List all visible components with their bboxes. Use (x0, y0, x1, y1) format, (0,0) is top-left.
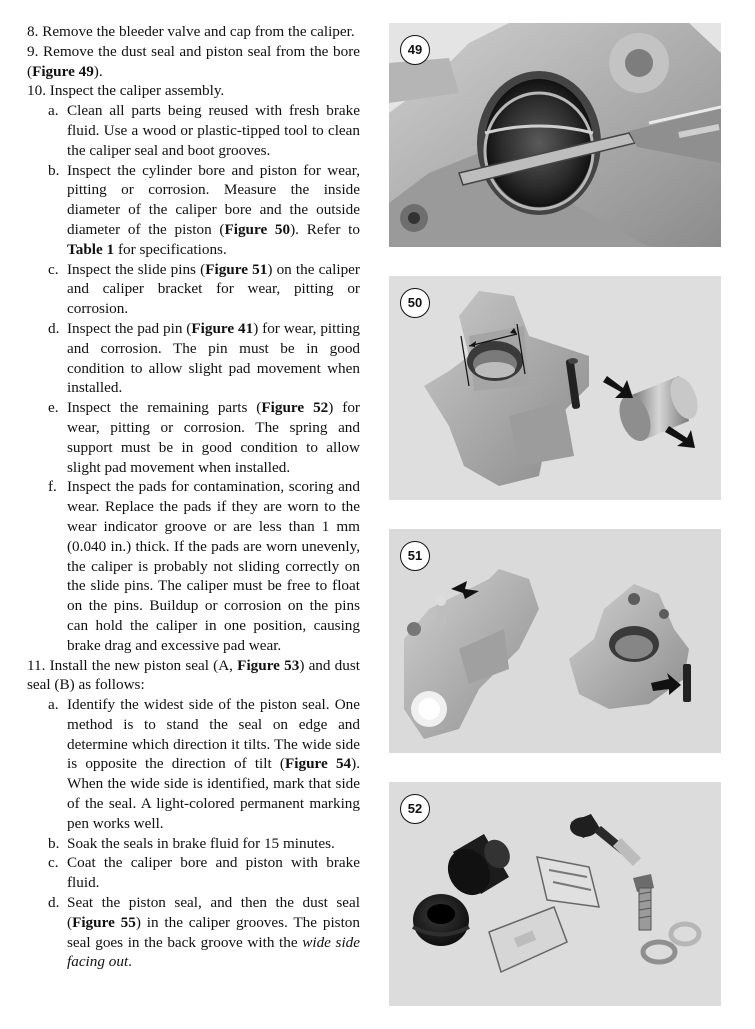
step-10b: b. Inspect the cylinder bore and piston for wear, pitting or corrosion. Measure the inside diameter of the caliper bore and the outside diameter of the piston (Figure 50). Refer to Table 1 for specifications. (48, 161, 360, 258)
figure-ref: Figure 41 (191, 319, 254, 337)
step-8: 8. Remove the bleeder valve and cap from the caliper. (27, 23, 355, 40)
figure-49-number: 49 (400, 35, 430, 65)
figure-ref: Figure 50 (224, 220, 291, 238)
step-10a: a. Clean all parts being reused with fresh brake fluid. Use a wood or plastic-tipped tool to clean the caliper seal and boot grooves. (48, 102, 360, 159)
step-10f: f. Inspect the pads for contamination, scoring and wear. Replace the pads if they are worn to the wear indicator groove or are less than 1 mm (0.040 in.) thick. If the pads are worn unevenly, the caliper is probably not sliding correctly on the slide pins. The caliper must be free to float on the pins. Buildup or corrosion on the pins can hold the caliper in one position, causing brake drag and excessive pad wear. (48, 478, 360, 654)
figure-51-number: 51 (400, 541, 430, 571)
figure-ref: Figure 51 (205, 260, 268, 278)
step-10: 10. Inspect the caliper assembly. (27, 82, 225, 100)
figure-52-photo (389, 782, 721, 1006)
step-10c: c. Inspect the slide pins (Figure 51) on the caliper and caliper bracket for wear, pitting or corrosion. (48, 260, 360, 318)
step-11a: a. Identify the widest side of the piston seal. One method is to stand the seal on edge and determine which direction it tilts. The wide side is opposite the direction of tilt (Figure 54). When the wide side is identified, mark that side of the seal. A light-colored permanent marking pen works well. (48, 696, 361, 832)
figure-ref: Figure 54 (285, 755, 352, 773)
figure-ref: Figure 55 (72, 913, 136, 931)
figure-49-photo (389, 23, 721, 247)
figure-52-number: 52 (400, 794, 430, 824)
step-10e: e. Inspect the remaining parts (Figure 52) for wear, pitting or corrosion. The spring and support must be in good condition to allow slight pad movement when installed. (48, 399, 360, 476)
figure-50-photo (389, 276, 721, 500)
step-11d: d. Seat the piston seal, and then the dust seal (Figure 55) in the caliper grooves. The piston seal goes in the back groove with the wide side facing out. (48, 894, 360, 971)
step-10d: d. Inspect the pad pin (Figure 41) for wear, pitting and corrosion. The pin must be in good condition to allow slight pad movement when installed. (48, 319, 360, 397)
figure-51-photo (389, 529, 721, 753)
step-11c: c. Coat the caliper bore and piston with brake fluid. (48, 854, 360, 892)
slide-pins-caliper-bracket-image (389, 529, 721, 753)
caliper-remaining-parts-image (389, 782, 721, 1006)
step-11b: b. Soak the seals in brake fluid for 15 minutes. (48, 834, 335, 852)
caliper-and-piston-measurement-image (389, 276, 721, 500)
figure-ref: Figure 49 (32, 62, 94, 80)
step-9: 9. Remove the dust seal and piston seal from the bore (Figure 49). (27, 42, 360, 80)
figure-ref: Figure 53 (237, 656, 300, 674)
caliper-bore-seal-removal-image (389, 23, 721, 247)
figure-50-number: 50 (400, 288, 430, 318)
step-11: 11. Install the new piston seal (A, Figure 53) and dust seal (B) as follows: (27, 656, 361, 694)
text-column (27, 22, 360, 972)
figure-ref: Figure 52 (261, 399, 329, 417)
table-ref: Table 1 (67, 240, 115, 258)
